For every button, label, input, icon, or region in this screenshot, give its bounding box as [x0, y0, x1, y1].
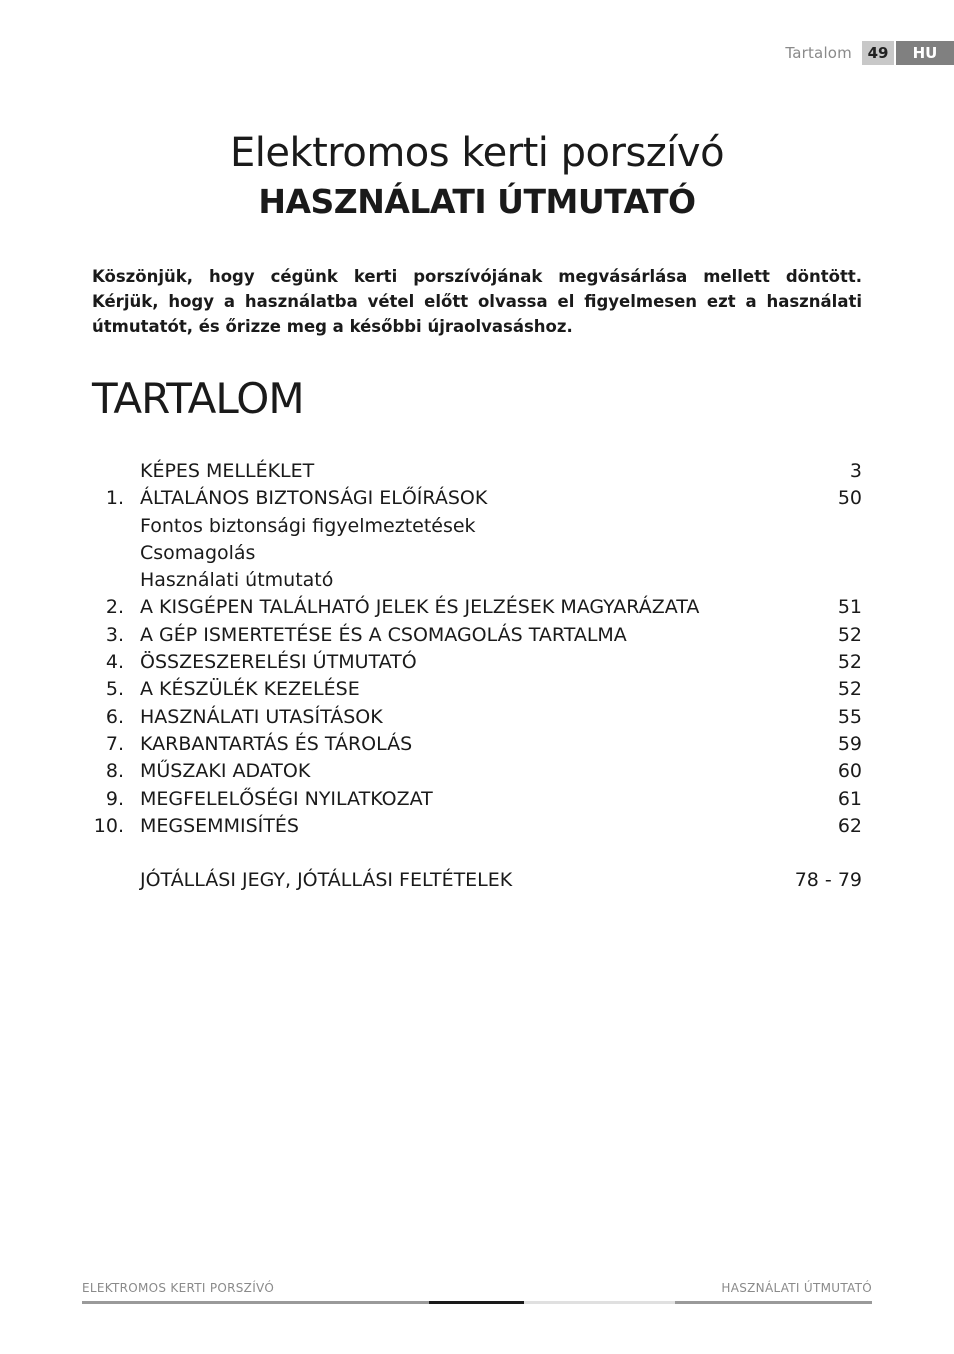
- toc-entry: [92, 540, 862, 567]
- toc-entry-title: A KISGÉPEN TALÁLHATÓ JELEK ÉS JELZÉSEK MAGYARÁZATA: [140, 596, 700, 619]
- toc-entry-title: JÓTÁLLÁSI JEGY, JÓTÁLLÁSI FELTÉTELEK: [140, 869, 513, 892]
- toc-spacer: [92, 840, 862, 867]
- toc-entry-page: 62: [837, 814, 862, 837]
- footer-bar-segment: [82, 1301, 429, 1304]
- toc-entry-number: 9.: [105, 787, 124, 810]
- table-of-contents: [92, 458, 862, 894]
- toc-entry: [92, 758, 862, 785]
- toc-entry-number: 1.: [105, 487, 124, 510]
- footer-right-text: HASZNÁLATI ÚTMUTATÓ: [721, 1281, 872, 1295]
- toc-entry: [92, 513, 862, 540]
- toc-entry-page: 52: [837, 678, 862, 701]
- toc-entry-page: 52: [837, 651, 862, 674]
- toc-entry-title: MEGFELELŐSÉGI NYILATKOZAT: [140, 787, 433, 810]
- toc-entry-number: 5.: [105, 678, 124, 701]
- toc-entry-title: A GÉP ISMERTETÉSE ÉS A CSOMAGOLÁS TARTALMA: [140, 623, 627, 646]
- toc-entry-title: Használati útmutató: [140, 569, 334, 592]
- header-section-title: Tartalom: [785, 44, 852, 62]
- document-title: Elektromos kerti porszívó: [229, 130, 725, 176]
- toc-entry-title: ÖSSZESZERELÉSI ÚTMUTATÓ: [140, 651, 417, 674]
- toc-entry-number: 2.: [105, 596, 124, 619]
- document-subtitle: HASZNÁLATI ÚTMUTATÓ: [258, 182, 696, 221]
- toc-entry: [92, 485, 862, 512]
- toc-entry-page: 59: [837, 732, 862, 755]
- toc-heading: TARTALOM: [92, 374, 304, 423]
- header-page-number: 49: [862, 41, 894, 65]
- header-language-badge: HU: [896, 41, 954, 65]
- toc-entry-page: 60: [837, 760, 862, 783]
- toc-entry: [92, 676, 862, 703]
- toc-entry-page: 55: [837, 705, 862, 728]
- page-header: [785, 41, 954, 65]
- toc-entry: [92, 649, 862, 676]
- toc-entry-title: HASZNÁLATI UTASÍTÁSOK: [140, 705, 383, 728]
- toc-entry-warranty: [92, 867, 862, 894]
- footer-divider-bar: [82, 1301, 872, 1304]
- toc-entry-title: Fontos biztonsági figyelmeztetések: [140, 514, 476, 537]
- footer-bar-segment: [524, 1301, 675, 1304]
- toc-entry-page: 51: [837, 596, 862, 619]
- toc-entry-number: 7.: [105, 732, 124, 755]
- toc-entry-title: KARBANTARTÁS ÉS TÁROLÁS: [140, 732, 413, 755]
- toc-entry-page: 78 - 79: [794, 869, 862, 892]
- toc-entry-page: 52: [837, 623, 862, 646]
- toc-entry-page: 50: [837, 487, 862, 510]
- toc-entry-title: Csomagolás: [140, 541, 256, 564]
- toc-entry-title: MEGSEMMISÍTÉS: [140, 814, 299, 837]
- toc-entry-page: 3: [849, 460, 862, 482]
- toc-entry-number: 8.: [105, 760, 124, 783]
- toc-entry: [92, 622, 862, 649]
- toc-entry-page: 61: [837, 787, 862, 810]
- toc-entry-number: 3.: [105, 623, 124, 646]
- footer-bar-segment: [429, 1301, 524, 1304]
- toc-entry: [92, 786, 862, 813]
- footer-bar-segment: [675, 1301, 872, 1304]
- toc-entry-number: 10.: [93, 814, 124, 837]
- toc-entry-title: MŰSZAKI ADATOK: [140, 760, 311, 783]
- intro-paragraph: Köszönjük, hogy cégünk kerti porszívójának megvásárlása mellett döntött. Kérjük, hogy a használatba vétel előtt olvassa el figyelmesen ezt a használati útmutatót, és őrizze meg a későbbi újraolvasáshoz.: [92, 267, 862, 336]
- toc-entry: [92, 458, 862, 485]
- toc-entry-title: KÉPES MELLÉKLET: [140, 460, 315, 482]
- toc-entry: [92, 813, 862, 840]
- toc-entry-number: 6.: [105, 705, 124, 728]
- toc-entry-number: 4.: [105, 651, 124, 674]
- toc-entry: [92, 731, 862, 758]
- toc-entry-title: A KÉSZÜLÉK KEZELÉSE: [140, 678, 360, 701]
- toc-entry: [92, 594, 862, 621]
- toc-entry: [92, 704, 862, 731]
- toc-entry: [92, 567, 862, 594]
- footer-left-text: ELEKTROMOS KERTI PORSZÍVÓ: [82, 1281, 275, 1295]
- toc-entry-title: ÁLTALÁNOS BIZTONSÁGI ELŐÍRÁSOK: [140, 487, 488, 510]
